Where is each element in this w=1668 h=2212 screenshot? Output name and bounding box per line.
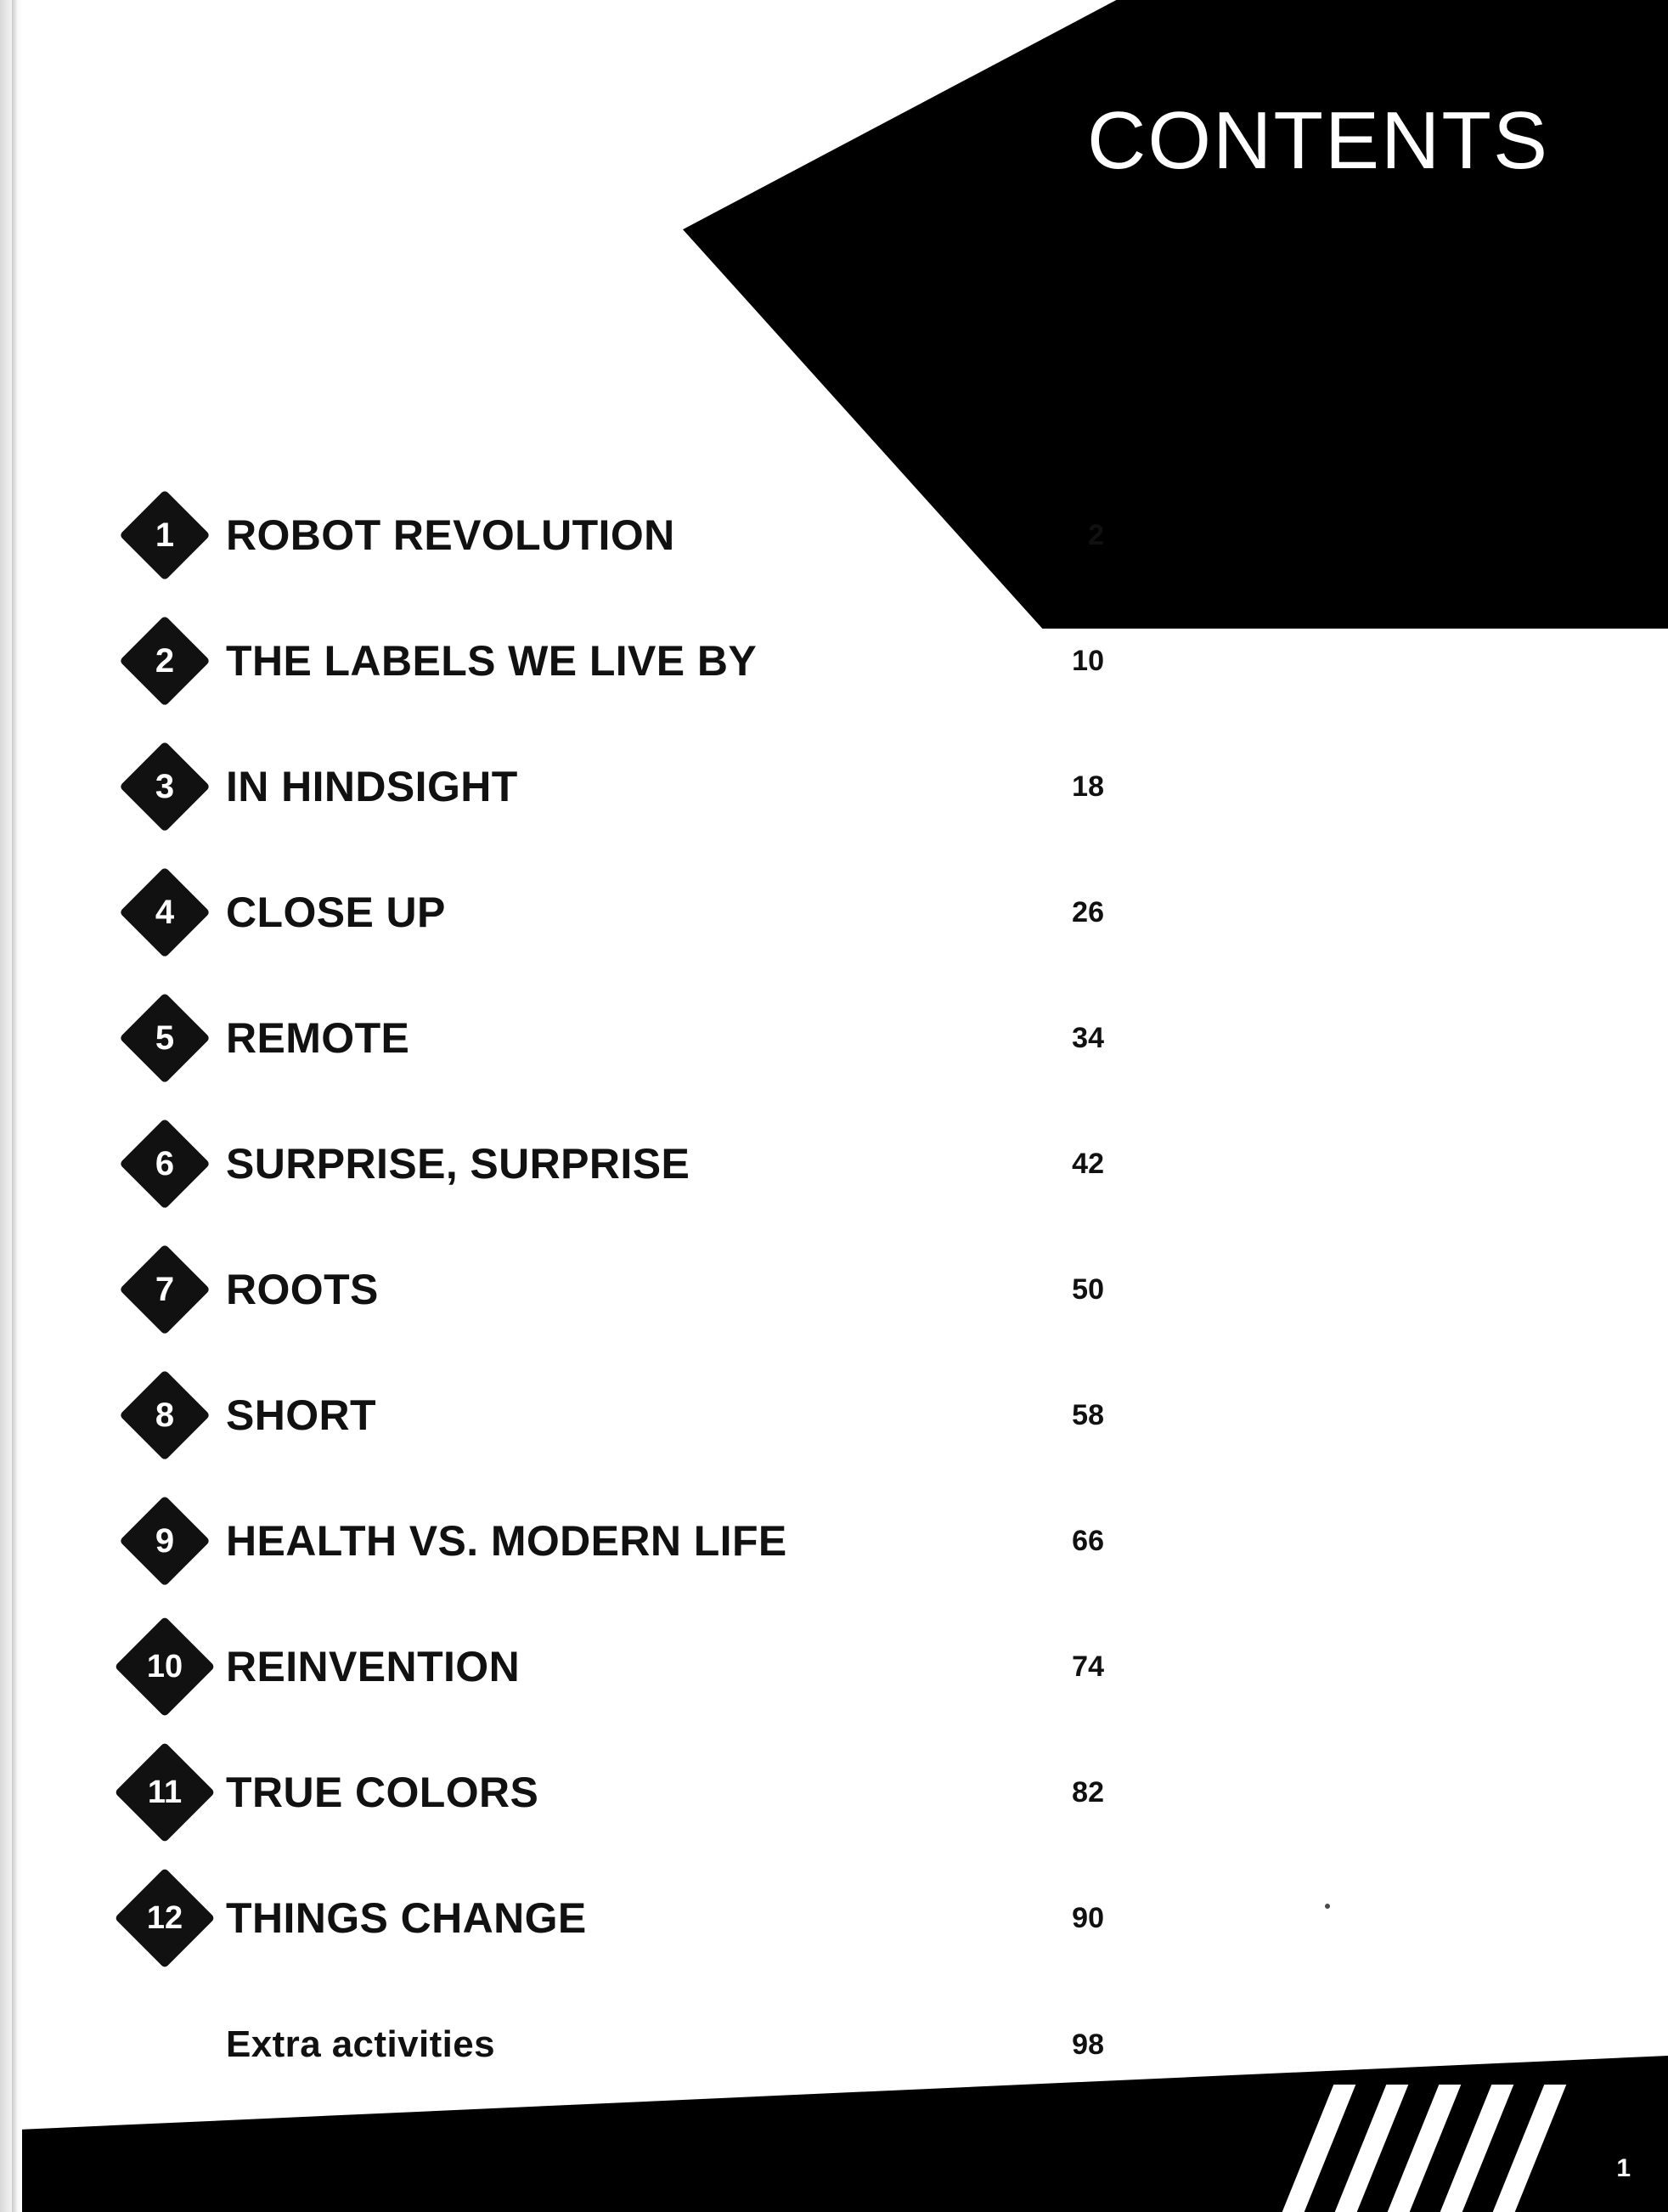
chapter-number: 7 bbox=[155, 1271, 175, 1308]
toc-item[interactable] bbox=[119, 849, 1189, 975]
chapter-title: TRUE COLORS bbox=[226, 1769, 539, 1816]
chapter-page: 66 bbox=[1072, 1524, 1104, 1557]
toc-item[interactable] bbox=[119, 1855, 1189, 1981]
chapter-page: 26 bbox=[1072, 895, 1104, 928]
chapter-number-badge bbox=[124, 1752, 206, 1833]
toc-item-extra[interactable] bbox=[119, 1981, 1189, 2108]
chapter-number: 10 bbox=[146, 1649, 183, 1684]
chapter-title: ROBOT REVOLUTION bbox=[226, 511, 675, 559]
chapter-title: THINGS CHANGE bbox=[226, 1894, 587, 1942]
chapter-title: SHORT bbox=[226, 1391, 376, 1439]
chapter-number-badge bbox=[124, 1123, 206, 1205]
toc-item[interactable] bbox=[119, 1227, 1189, 1352]
chapter-number: 12 bbox=[146, 1900, 183, 1936]
folio-page-number: 1 bbox=[1616, 2154, 1631, 2182]
chapter-number: 3 bbox=[155, 768, 175, 805]
chapter-number-badge bbox=[124, 620, 206, 702]
chapter-page: 74 bbox=[1072, 1650, 1104, 1683]
page-title: CONTENTS bbox=[1087, 95, 1549, 186]
chapter-number-badge bbox=[124, 1626, 206, 1707]
chapter-page: 82 bbox=[1072, 1775, 1104, 1809]
toc-item[interactable] bbox=[119, 1730, 1189, 1855]
table-of-contents bbox=[119, 472, 1189, 2108]
toc-item[interactable] bbox=[119, 975, 1189, 1101]
chapter-number: 2 bbox=[155, 642, 175, 680]
toc-item[interactable] bbox=[119, 724, 1189, 849]
scan-speck bbox=[1325, 1904, 1330, 1909]
chapter-title: SURPRISE, SURPRISE bbox=[226, 1140, 690, 1188]
chapter-number: 8 bbox=[155, 1397, 175, 1434]
chapter-title: IN HINDSIGHT bbox=[226, 763, 518, 810]
chapter-title: HEALTH VS. MODERN LIFE bbox=[226, 1517, 787, 1565]
toc-item[interactable] bbox=[119, 1101, 1189, 1227]
chapter-page: 18 bbox=[1072, 770, 1104, 803]
chapter-title: THE LABELS WE LIVE BY bbox=[226, 637, 758, 685]
chapter-title: REINVENTION bbox=[226, 1643, 521, 1690]
chapter-number: 6 bbox=[155, 1145, 175, 1182]
toc-item[interactable] bbox=[119, 1604, 1189, 1730]
chapter-number-badge bbox=[124, 1374, 206, 1456]
chapter-number: 4 bbox=[155, 894, 175, 931]
chapter-number-badge bbox=[124, 746, 206, 827]
toc-item[interactable] bbox=[119, 1352, 1189, 1478]
chapter-page: 50 bbox=[1072, 1272, 1104, 1306]
chapter-number-badge bbox=[124, 1877, 206, 1959]
chapter-number-badge bbox=[124, 1249, 206, 1330]
chapter-number: 11 bbox=[147, 1775, 183, 1810]
chapter-page: 90 bbox=[1072, 1901, 1104, 1934]
chapter-page: 58 bbox=[1072, 1398, 1104, 1431]
chapter-number-badge bbox=[124, 1500, 206, 1582]
chapter-page: 2 bbox=[1088, 518, 1104, 551]
chapter-page: 10 bbox=[1072, 644, 1104, 677]
chapter-page: 34 bbox=[1072, 1021, 1104, 1054]
chapter-number: 9 bbox=[155, 1522, 175, 1560]
toc-item[interactable] bbox=[119, 472, 1189, 598]
footer-stripes bbox=[1099, 2093, 1541, 2212]
toc-item[interactable] bbox=[119, 1478, 1189, 1604]
extra-activities-page: 98 bbox=[1072, 2028, 1104, 2061]
chapter-number-badge bbox=[124, 872, 206, 953]
toc-item[interactable] bbox=[119, 598, 1189, 724]
chapter-number-badge bbox=[124, 494, 206, 576]
chapter-number-badge bbox=[124, 997, 206, 1079]
chapter-number: 5 bbox=[155, 1019, 175, 1057]
extra-activities-title: Extra activities bbox=[226, 2023, 496, 2065]
chapter-page: 42 bbox=[1072, 1147, 1104, 1180]
chapter-number: 1 bbox=[155, 516, 175, 554]
scan-edge-shadow-inner bbox=[12, 0, 18, 2212]
chapter-title: ROOTS bbox=[226, 1266, 379, 1313]
scan-edge-shadow bbox=[0, 0, 22, 2212]
chapter-title: CLOSE UP bbox=[226, 889, 446, 936]
chapter-title: REMOTE bbox=[226, 1014, 410, 1062]
